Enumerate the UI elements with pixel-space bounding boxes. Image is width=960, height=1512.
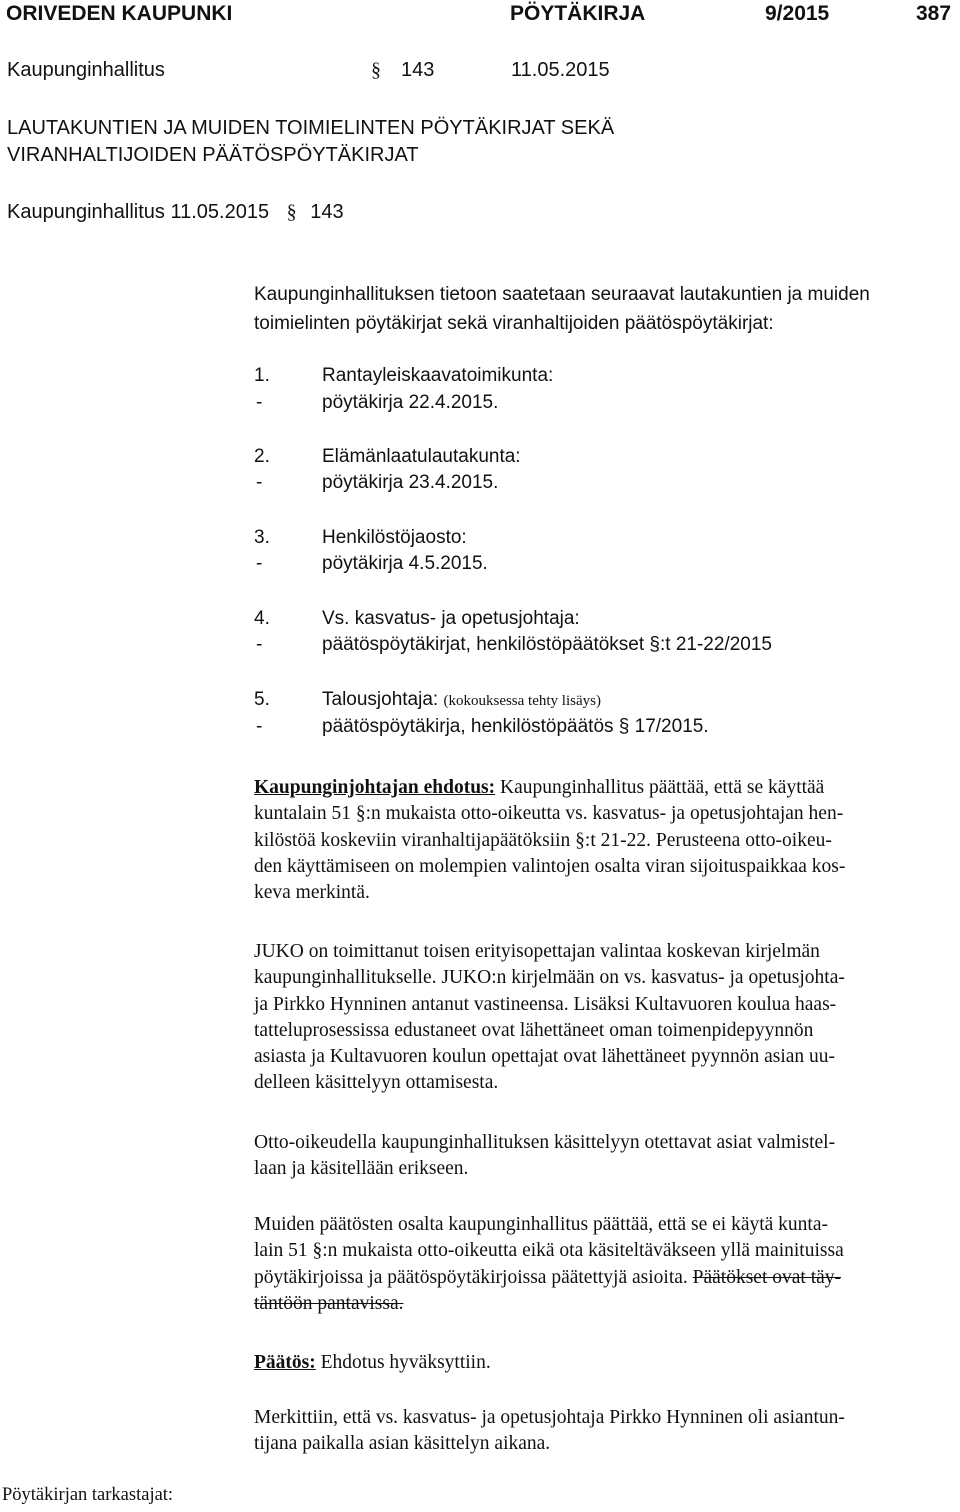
list-item-dash: -	[256, 472, 263, 493]
decision-paragraph	[254, 1350, 954, 1376]
proposal-line: kuntalain 51 §:n mukaista otto-oikeutta vs. kasvatus- ja opetusjohtajan hen-	[254, 803, 844, 825]
list-item-name: Henkilöstöjaosto:	[322, 527, 467, 548]
list-item-number: 5.	[254, 689, 270, 710]
list-item-name: Rantayleiskaavatoimikunta:	[322, 365, 554, 386]
decision-label: Päätös:	[254, 1352, 316, 1373]
list-item-detail: pöytäkirja 22.4.2015.	[322, 392, 499, 413]
minutes-checkers-label: Pöytäkirjan tarkastajat:	[2, 1485, 174, 1505]
reference-section-mark: §	[286, 201, 297, 223]
struck-text: Päätökset ovat täy-	[692, 1266, 842, 1288]
struck-text: täntöön pantavissa.	[254, 1292, 404, 1314]
proposal-line: Kaupunginhallitus päättää, että se käyttää	[500, 777, 825, 798]
list-item-dash: -	[256, 392, 263, 413]
decision-text: Ehdotus hyväksyttiin.	[320, 1352, 491, 1373]
list-item-dash: -	[256, 553, 263, 574]
list-item-name: Vs. kasvatus- ja opetusjohtaja:	[322, 608, 580, 629]
item-title-line-1: LAUTAKUNTIEN JA MUIDEN TOIMIELINTEN PÖYTÄKIRJAT SEKÄ	[7, 117, 615, 139]
juko-line: tatteluprosessissa edustaneet ovat lähettäneet oman toimenpidepyynnön	[254, 1019, 814, 1041]
list-item-number: 2.	[254, 446, 270, 467]
juko-line: kaupunginhallitukselle. JUKO:n kirjelmään on vs. kasvatus- ja opetusjohta-	[254, 967, 845, 989]
list-item-dash: -	[256, 716, 263, 737]
otto-paragraph	[254, 1130, 954, 1183]
list-item-detail: pöytäkirja 23.4.2015.	[322, 472, 499, 493]
list-item-number: 4.	[254, 608, 270, 629]
organization-name: ORIVEDEN KAUPUNKI	[6, 2, 233, 25]
list-item-number: 3.	[254, 527, 270, 548]
list-item-detail: päätöspöytäkirja, henkilöstöpäätös § 17/2015.	[322, 716, 709, 737]
juko-line: JUKO on toimittanut toisen erityisopettajan valintaa koskevan kirjelmän	[254, 941, 820, 962]
otto-line: laan ja käsitellään erikseen.	[254, 1158, 469, 1180]
list-item-detail: päätöspöytäkirjat, henkilöstöpäätökset §:t 21-22/2015	[322, 634, 772, 655]
juko-paragraph	[254, 939, 954, 1097]
proposal-label: Kaupunginjohtajan ehdotus:	[254, 777, 496, 798]
proposal-line: den käyttämiseen on molempien valintojen osalta viran sijoituspaikkaa kos-	[254, 855, 846, 877]
muiden-paragraph	[254, 1212, 954, 1317]
juko-line: asiasta ja Kultavuoren koulun opettajat ovat lähettäneet pyynnön asian uu-	[254, 1046, 836, 1068]
juko-line: delleen käsittelyyn ottamisesta.	[254, 1072, 499, 1094]
proposal-line: keva merkintä.	[254, 882, 370, 904]
proposal-paragraph	[254, 775, 954, 906]
section-number: 143	[401, 59, 435, 81]
list-item-number: 1.	[254, 365, 270, 386]
reference-section: 143	[310, 201, 344, 223]
list-item-note: (kokouksessa tehty lisäys)	[443, 693, 601, 709]
list-item-detail: pöytäkirja 4.5.2015.	[322, 553, 488, 574]
meeting-date: 11.05.2015	[511, 59, 610, 81]
governing-body: Kaupunginhallitus	[7, 59, 165, 81]
muiden-line: Muiden päätösten osalta kaupunginhallitus päättää, että se ei käytä kunta-	[254, 1214, 828, 1235]
proposal-line: kilöstöä koskeviin viranhaltijapäätöksiin §:t 21-22. Perusteena otto-oikeu-	[254, 829, 832, 851]
juko-line: ja Pirkko Hynninen antanut vastineensa. Lisäksi Kultavuoren koulua haas-	[254, 993, 837, 1015]
list-item-name: Talousjohtaja:	[322, 689, 439, 710]
document-type: PÖYTÄKIRJA	[510, 2, 646, 25]
intro-line-2: toimielinten pöytäkirjat sekä viranhaltijoiden päätöspöytäkirjat:	[254, 313, 774, 334]
item-title-line-2: VIRANHALTIJOIDEN PÄÄTÖSPÖYTÄKIRJAT	[7, 144, 419, 166]
reference-text: Kaupunginhallitus 11.05.2015	[7, 201, 270, 223]
intro-line-1: Kaupunginhallituksen tietoon saatetaan seuraavat lautakuntien ja muiden	[254, 284, 870, 305]
muiden-line: lain 51 §:n mukaista otto-oikeutta eikä ota käsiteltäväkseen yllä mainituissa	[254, 1240, 844, 1262]
otto-line: Otto-oikeudella kaupunginhallituksen käsittelyyn otettavat asiat valmistel-	[254, 1132, 836, 1153]
muiden-line: pöytäkirjoissa ja päätöspöytäkirjoissa päätettyjä asioita.	[254, 1266, 693, 1288]
note-line: Merkittiin, että vs. kasvatus- ja opetusjohtaja Pirkko Hynninen oli asiantun-	[254, 1407, 845, 1428]
note-line: tijana paikalla asian käsittelyn aikana.	[254, 1433, 551, 1455]
note-paragraph	[254, 1405, 954, 1458]
reference-line	[7, 201, 344, 224]
document-number: 9/2015	[765, 2, 830, 25]
section-mark: §	[371, 59, 381, 81]
list-item-dash: -	[256, 634, 263, 655]
page-number: 387	[916, 2, 952, 25]
list-item-name: Elämänlaatulautakunta:	[322, 446, 521, 467]
list-item-name-with-note	[322, 689, 601, 711]
